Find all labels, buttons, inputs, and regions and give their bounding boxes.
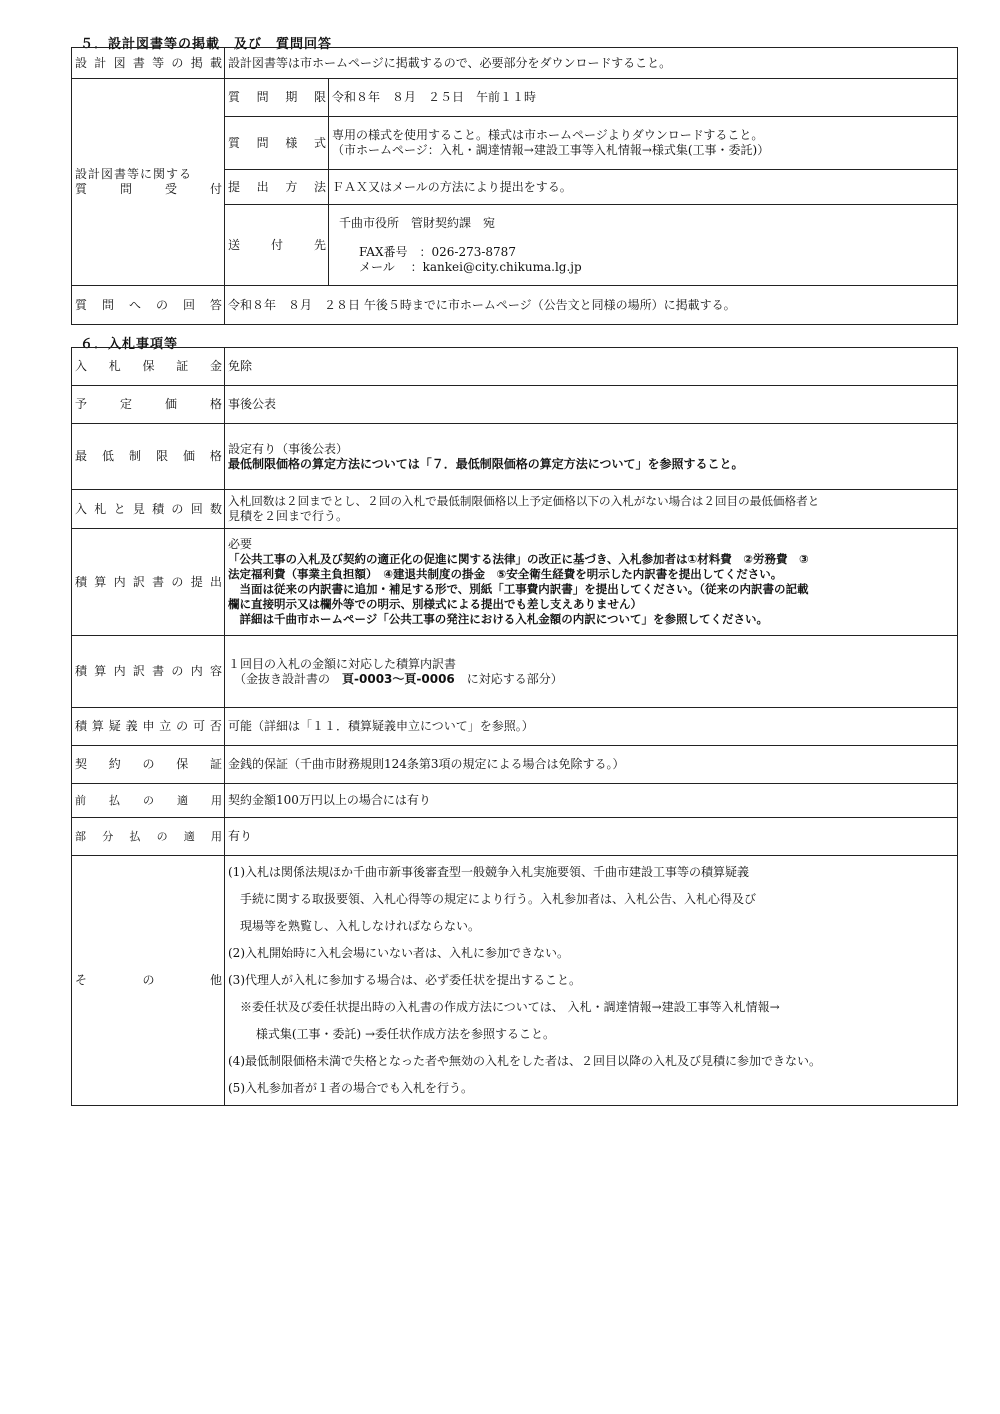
question-period-value: 令和８年 ８月 ２５日 午前１１時 bbox=[329, 79, 958, 117]
submission-method-value: ＦＡＸ又はメールの方法により提出をする。 bbox=[329, 170, 958, 205]
label-char: の bbox=[142, 973, 155, 987]
section5-title: ５．設計図書等の掲載 及び 質問回答 bbox=[80, 37, 333, 52]
partial-payment-row bbox=[72, 818, 958, 856]
other-line: (4)最低制限価格未満で失格となった者や無効の入札をした者は、２回目以降の入札及び見積に参加できない。 bbox=[228, 1054, 822, 1068]
label-char: 訳 bbox=[132, 664, 145, 678]
label-char: の bbox=[171, 664, 184, 678]
label-char: 計 bbox=[94, 55, 107, 70]
section5-table bbox=[71, 47, 958, 325]
label-char: 前 bbox=[75, 794, 86, 807]
breakdown-submit-value bbox=[225, 529, 958, 636]
label-char: 容 bbox=[209, 664, 222, 678]
label-char: 低 bbox=[101, 449, 114, 463]
other-line: 現場等を熟覧し、入札しなければならない。 bbox=[228, 919, 481, 933]
label-char: 問 bbox=[119, 182, 132, 196]
breakdown-submit-label bbox=[75, 575, 222, 590]
label-char: 積 bbox=[75, 719, 88, 733]
question-format-line1: 専用の様式を使用すること。様式は市ホームページよりダウンロードすること。 bbox=[332, 128, 764, 142]
label-char: 提 bbox=[190, 574, 203, 589]
other-label bbox=[75, 973, 222, 988]
label-char: の bbox=[171, 55, 184, 70]
label-char: 方 bbox=[285, 179, 298, 194]
label-char: 質 bbox=[75, 182, 88, 196]
min-price-value bbox=[225, 424, 958, 490]
label-char: 払 bbox=[129, 830, 141, 843]
label-char: 算 bbox=[94, 574, 107, 589]
objection-label bbox=[75, 719, 222, 734]
label-char: 算 bbox=[91, 719, 104, 733]
min-price-line1: 設定有り（事後公表） bbox=[228, 441, 349, 456]
planned-price-row bbox=[72, 386, 958, 424]
label-char: 等 bbox=[152, 55, 165, 70]
breakdown-content-pages: 頁-0003～頁-0006 bbox=[342, 671, 455, 686]
question-format-label bbox=[228, 136, 326, 151]
destination-label bbox=[228, 238, 326, 253]
label-char: 保 bbox=[176, 757, 189, 771]
bid-count-value bbox=[225, 490, 958, 529]
min-price-label bbox=[75, 449, 222, 464]
label-char: 入 bbox=[75, 501, 88, 516]
label-char: 算 bbox=[94, 664, 107, 678]
label-char: 入 bbox=[75, 359, 88, 373]
label-char: 掲 bbox=[190, 55, 203, 70]
objection-value: 可能（詳細は「１１．積算疑義申立について」を参照。） bbox=[225, 708, 958, 746]
breakdown-submit-line2: 「公共工事の入札及び契約の適正化の促進に関する法律」の改正に基づき、入札参加者は①材料費 ②労務費 ③ bbox=[228, 552, 809, 566]
label-char: 回 bbox=[190, 501, 203, 516]
label-char: 図 bbox=[113, 55, 126, 70]
breakdown-submit-line1: 必要 bbox=[228, 537, 253, 551]
breakdown-submit-line5: 欄に直接明示又は欄外等での明示、別様式による提出でも差し支えありません） bbox=[228, 597, 642, 611]
label-char: の bbox=[156, 830, 168, 843]
label-char: 式 bbox=[313, 135, 326, 150]
label-char: 先 bbox=[313, 237, 326, 252]
label-char: 分 bbox=[102, 830, 114, 843]
label-char: 部 bbox=[75, 830, 86, 843]
label-char: 証 bbox=[209, 757, 222, 771]
label-char: 格 bbox=[209, 397, 222, 411]
label-char: 問 bbox=[256, 135, 269, 150]
question-reception-label-line2 bbox=[75, 182, 222, 197]
bid-bond-label bbox=[75, 359, 222, 374]
other-row bbox=[72, 856, 958, 1106]
other-line: (3)代理人が入札に参加する場合は、必ず委任状を提出すること。 bbox=[228, 973, 582, 987]
bid-bond-row bbox=[72, 348, 958, 386]
label-char: 質 bbox=[228, 135, 241, 150]
advance-payment-row bbox=[72, 784, 958, 818]
label-char: 付 bbox=[209, 182, 222, 196]
label-char: 金 bbox=[209, 359, 222, 373]
label-char: の bbox=[171, 574, 184, 589]
label-char: 限 bbox=[155, 449, 168, 463]
label-char: 義 bbox=[125, 719, 138, 733]
label-char: 制 bbox=[128, 449, 141, 463]
answer-label bbox=[75, 298, 222, 313]
label-char: の bbox=[143, 794, 154, 807]
label-char: 内 bbox=[113, 664, 126, 678]
label-char: 法 bbox=[313, 179, 326, 194]
other-line: (5)入札参加者が１者の場合でも入札を行う。 bbox=[228, 1081, 473, 1095]
answer-value: 令和８年 ８月 ２８日 午後５時までに市ホームページ（公告文と同様の場所）に掲載する。 bbox=[225, 286, 958, 325]
label-char: 積 bbox=[75, 574, 88, 589]
label-char: 様 bbox=[285, 135, 298, 150]
label-char: 適 bbox=[177, 794, 188, 807]
breakdown-content-pre: （金抜き設計書の bbox=[228, 671, 343, 686]
label-char: 設 bbox=[75, 55, 88, 70]
planned-price-label bbox=[75, 397, 222, 412]
breakdown-content-value bbox=[225, 636, 958, 708]
label-char: 格 bbox=[209, 449, 222, 463]
label-char: 限 bbox=[313, 90, 326, 104]
destination-line1: 千曲市役所 管財契約課 宛 bbox=[339, 215, 496, 230]
design-docs-label bbox=[75, 56, 222, 71]
label-char: の bbox=[142, 757, 155, 771]
breakdown-content-label bbox=[75, 664, 222, 679]
label-char: 書 bbox=[152, 664, 165, 678]
label-char: 出 bbox=[256, 179, 269, 194]
label-char: 約 bbox=[108, 757, 121, 771]
other-line: 手続に関する取扱要領、入札心得等の規定により行う。入札参加者は、入札公告、入札心得及び bbox=[228, 892, 757, 906]
bid-count-label bbox=[75, 502, 222, 517]
advance-payment-label bbox=[75, 793, 222, 808]
breakdown-content-row bbox=[72, 636, 958, 708]
label-char: の bbox=[176, 719, 189, 733]
contract-guarantee-row bbox=[72, 746, 958, 784]
label-char: 予 bbox=[75, 397, 88, 411]
other-value bbox=[225, 856, 958, 1106]
label-char: 用 bbox=[210, 830, 222, 843]
label-char: 可 bbox=[193, 719, 206, 733]
planned-price-value: 事後公表 bbox=[225, 386, 958, 424]
partial-payment-value: 有り bbox=[225, 818, 958, 856]
label-char: 立 bbox=[159, 719, 172, 733]
partial-payment-label bbox=[75, 829, 222, 844]
label-char: 定 bbox=[119, 397, 132, 411]
label-char: 証 bbox=[176, 359, 189, 373]
breakdown-submit-line4: 当面は従来の内訳書に追加・補足する形で、別紙「工事費内訳書」を提出してください。（従来の内訳書の記載 bbox=[228, 582, 809, 596]
label-char: と bbox=[113, 501, 126, 516]
question-period-row bbox=[72, 79, 958, 117]
label-char: 質 bbox=[228, 90, 241, 104]
min-price-row bbox=[72, 424, 958, 490]
label-char: 内 bbox=[190, 664, 203, 678]
label-char: 付 bbox=[270, 237, 283, 252]
contract-guarantee-label bbox=[75, 757, 222, 772]
bid-bond-value: 免除 bbox=[225, 348, 958, 386]
design-docs-row bbox=[72, 48, 958, 79]
question-period-label bbox=[228, 90, 326, 105]
label-char: 積 bbox=[152, 501, 165, 516]
section6-title: ６．入札事項等 bbox=[80, 337, 179, 352]
label-char: 載 bbox=[209, 55, 222, 70]
label-char: 書 bbox=[152, 574, 165, 589]
label-char: 送 bbox=[228, 237, 241, 252]
min-price-line2: 最低制限価格の算定方法については「７．最低制限価格の算定方法について」を参照すること。 bbox=[228, 456, 744, 471]
advance-payment-value: 契約金額100万円以上の場合には有り bbox=[225, 784, 958, 818]
label-char: 答 bbox=[209, 297, 222, 312]
label-char: 受 bbox=[164, 182, 177, 196]
submission-method-label bbox=[228, 180, 326, 195]
label-char: 札 bbox=[94, 501, 107, 516]
bid-count-row bbox=[72, 490, 958, 529]
label-char: 見 bbox=[132, 501, 145, 516]
label-char: 他 bbox=[209, 973, 222, 987]
label-char: 保 bbox=[142, 359, 155, 373]
question-reception-label-line1: 設計図書等に関する bbox=[75, 167, 193, 181]
design-docs-value: 設計図書等は市ホームページに掲載するので、必要部分をダウンロードすること。 bbox=[225, 48, 958, 79]
label-char: 価 bbox=[182, 449, 195, 463]
label-char: 札 bbox=[108, 359, 121, 373]
destination-mail: メール ：kankei@city.chikuma.lg.jp bbox=[359, 259, 582, 274]
label-char: 否 bbox=[209, 719, 222, 733]
label-char: 質 bbox=[75, 297, 88, 312]
breakdown-submit-line6: 詳細は千曲市ホームページ「公共工事の発注における入札金額の内訳について」を参照してください。 bbox=[228, 612, 769, 626]
label-char: 最 bbox=[75, 449, 88, 463]
label-char: 訳 bbox=[132, 574, 145, 589]
question-reception-label bbox=[72, 79, 225, 286]
label-char: 契 bbox=[75, 757, 88, 771]
contract-guarantee-value: 金銭的保証（千曲市財務規則124条第3項の規定による場合は免除する。） bbox=[225, 746, 958, 784]
label-char: 申 bbox=[142, 719, 155, 733]
label-char: 問 bbox=[101, 297, 114, 312]
label-char: そ bbox=[75, 973, 88, 987]
other-line: (1)入札は関係法規ほか千曲市新事後審査型一般競争入札実施要領、千曲市建設工事等の積算疑義 bbox=[228, 865, 750, 879]
label-char: 書 bbox=[132, 55, 145, 70]
label-char: 払 bbox=[109, 794, 120, 807]
label-char: 出 bbox=[209, 574, 222, 589]
section6-table bbox=[71, 347, 958, 1106]
breakdown-content-post: に対応する部分） bbox=[454, 671, 563, 686]
label-char: 疑 bbox=[108, 719, 121, 733]
label-char: 提 bbox=[228, 179, 241, 194]
label-char: へ bbox=[128, 297, 141, 312]
other-line: 様式集(工事・委託) →委任状作成方法を参照すること。 bbox=[228, 1027, 556, 1041]
label-char: 積 bbox=[75, 664, 88, 678]
label-char: 期 bbox=[285, 90, 298, 104]
bid-count-line2: 見積を２回まで行う。 bbox=[228, 509, 349, 523]
label-char: 価 bbox=[164, 397, 177, 411]
label-char: 問 bbox=[256, 90, 269, 104]
breakdown-content-line2 bbox=[228, 672, 957, 687]
answer-row bbox=[72, 286, 958, 325]
label-char: 内 bbox=[113, 574, 126, 589]
other-line: (2)入札開始時に入札会場にいない者は、入札に参加できない。 bbox=[228, 946, 570, 960]
other-line: ※委任状及び委任状提出時の入札書の作成方法については、 入札・調達情報→建設工事等入札情報→ bbox=[228, 1000, 780, 1014]
breakdown-submit-row bbox=[72, 529, 958, 636]
destination-fax: FAX番号 ：026-273-8787 bbox=[359, 244, 516, 259]
label-char: 適 bbox=[183, 830, 195, 843]
label-char: の bbox=[171, 501, 184, 516]
label-char: 数 bbox=[209, 501, 222, 516]
bid-count-line1: 入札回数は２回までとし、２回の入札で最低制限価格以上予定価格以下の入札がない場合は２回目の最低価格者と bbox=[228, 494, 820, 508]
label-char: の bbox=[155, 297, 168, 312]
breakdown-content-line1: １回目の入札の金額に対応した積算内訳書 bbox=[228, 656, 457, 671]
destination-value bbox=[329, 205, 958, 286]
breakdown-submit-line3: 法定福利費（事業主負担額） ④建退共制度の掛金 ⑤安全衛生経費を明示した内訳書を提出してください。 bbox=[228, 567, 783, 581]
label-char: 回 bbox=[182, 297, 195, 312]
label-char: 用 bbox=[211, 794, 222, 807]
objection-row bbox=[72, 708, 958, 746]
question-format-value bbox=[329, 117, 958, 170]
question-format-line2: （市ホームページ：入札・調達情報→建設工事等入札情報→様式集(工事・委託)） bbox=[332, 143, 770, 157]
